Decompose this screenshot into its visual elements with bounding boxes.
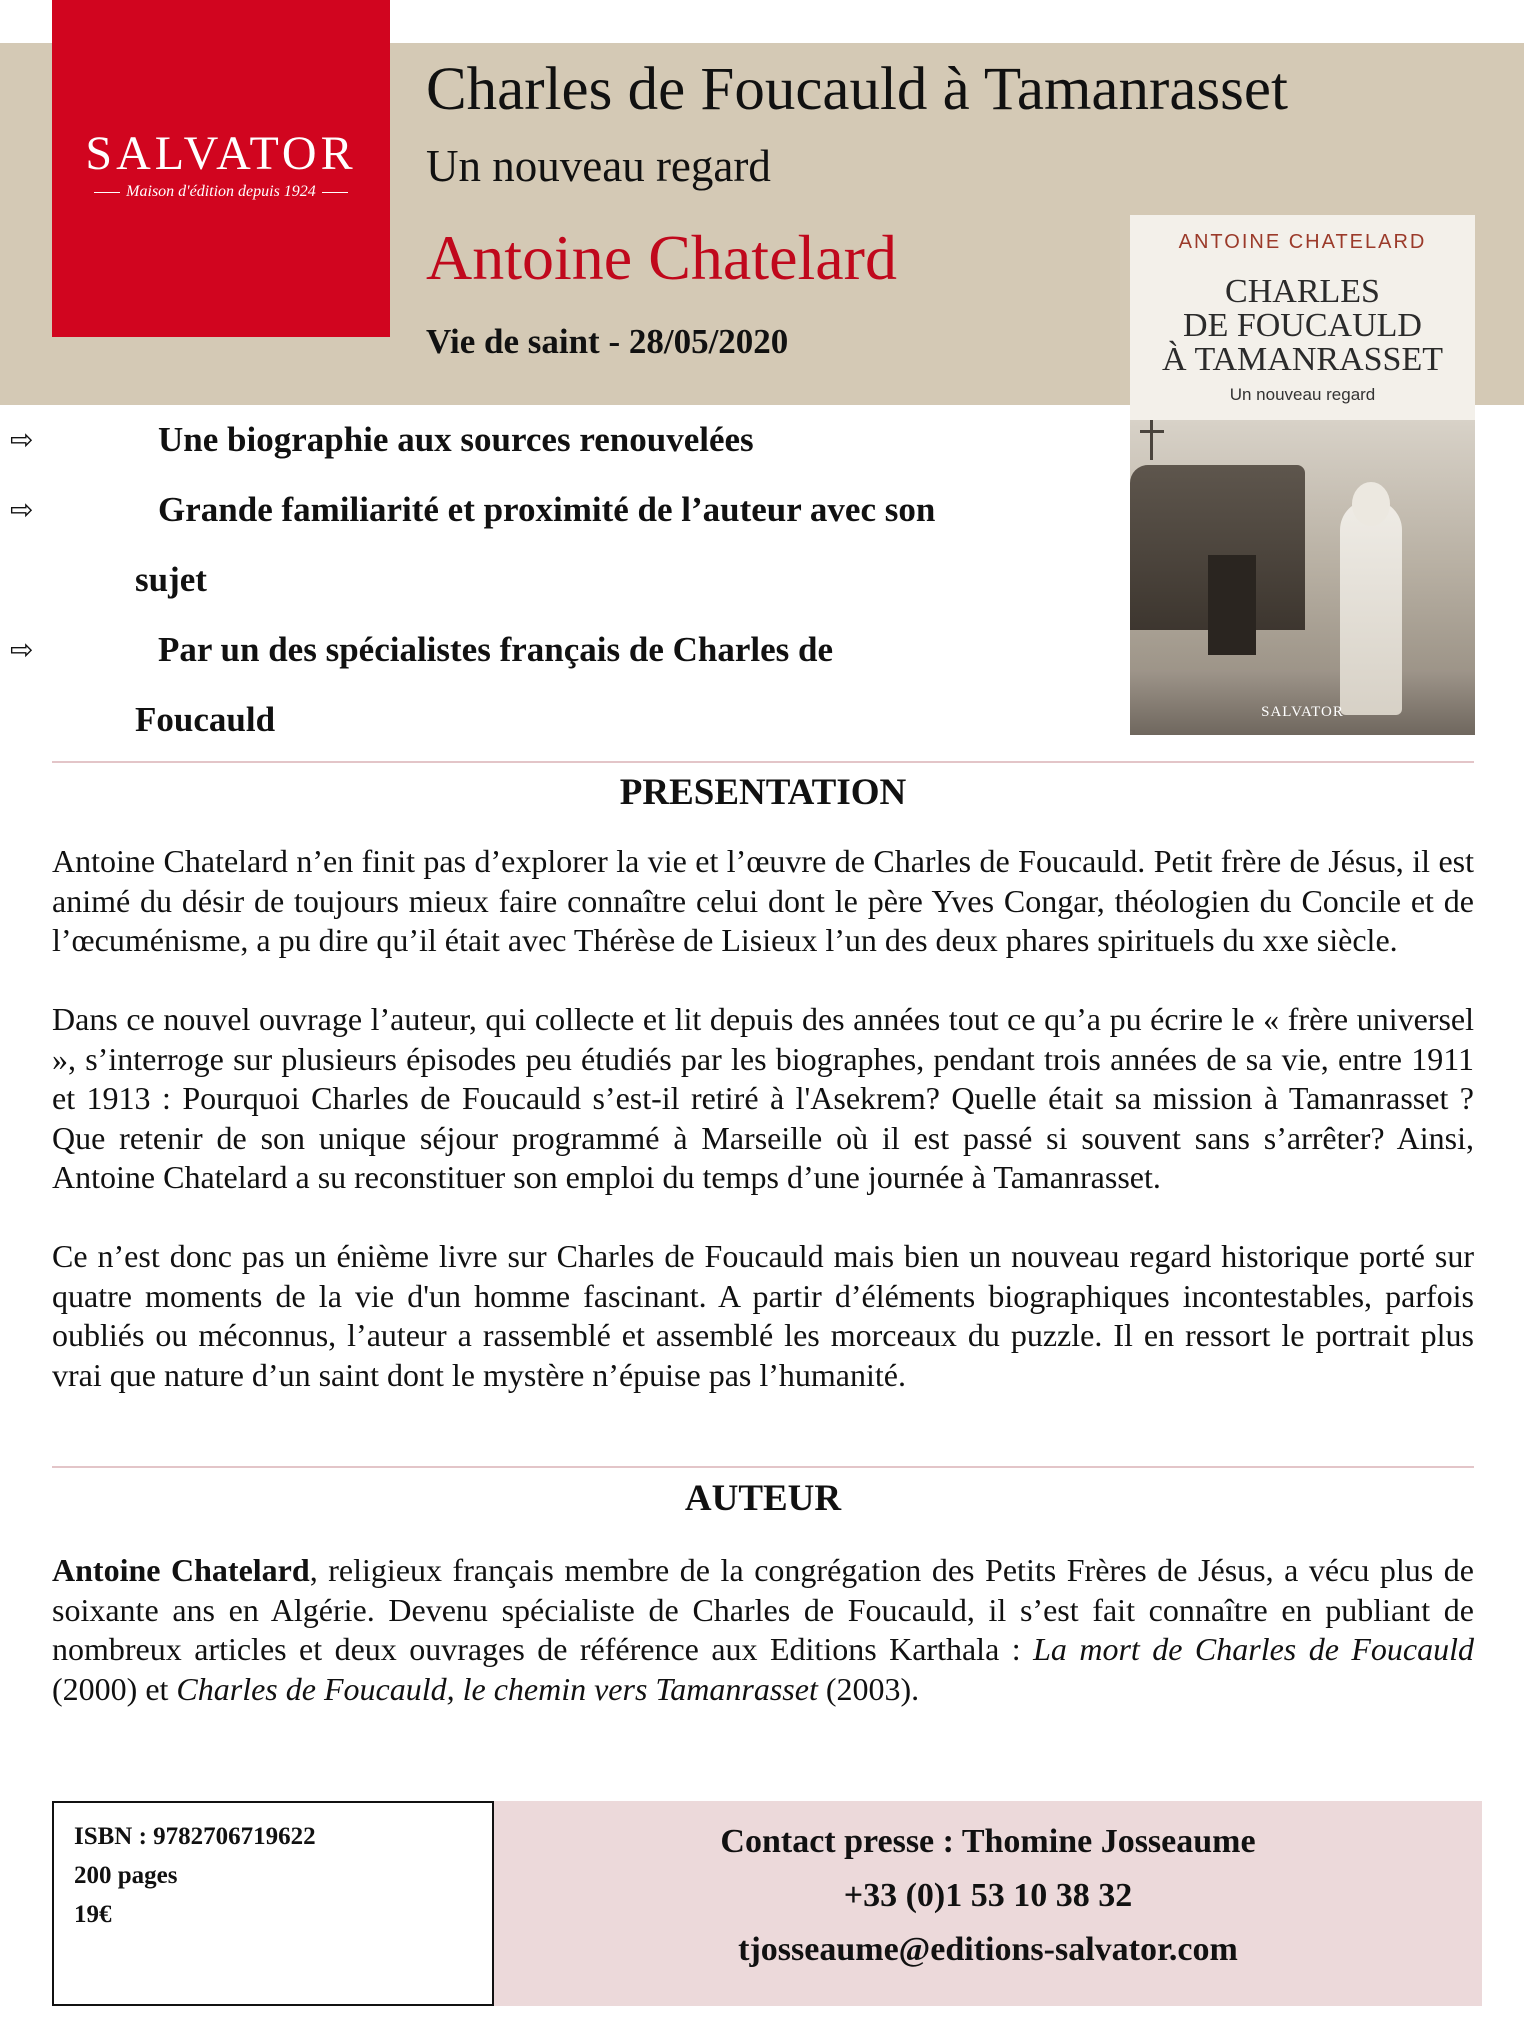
price: 19€ [74,1901,112,1928]
book-title: Charles de Foucauld à Tamanrasset [426,56,1288,123]
cover-publisher: SALVATOR [1261,704,1344,720]
contact-email: tjosseaume@editions-salvator.com [738,1931,1238,1968]
cover-title: CHARLES DE FOUCAULD À TAMANRASSET [1162,273,1443,378]
isbn: ISBN : 9782706719622 [74,1823,316,1850]
divider [52,761,1474,763]
logo-wordmark: SALVATOR [85,127,357,180]
right-arrow-icon: ⇨ [10,423,34,456]
genre-and-date: Vie de saint - 28/05/2020 [426,322,789,361]
logo-tagline: Maison d'édition depuis 1924 [52,183,390,201]
book-reference: La mort de Charles de Foucauld [1033,1631,1475,1668]
cover-author: ANTOINE CHATELARD [1178,231,1427,253]
book-author: Antoine Chatelard [426,222,897,293]
press-contact-box [494,1801,1482,2006]
presentation-paragraph: Dans ce nouvel ouvrage l’auteur, qui collecte et lit depuis des années tout ce qu’a pu écrire le « frère universel », s’interroge sur plusieurs épisodes peu étudiés par les biographes, pendant trois années de sa vie, entre 1911 et 1913 : Pourquoi Charles de Foucauld s’est-il retiré à l'Asekrem? Quelle était sa mission à Tamanrasset ? Que retenir de son unique séjour programmé à Marseille où il est passé si souvent sans s’arrêter? Ainsi, Antoine Chatelard a su reconstituer son emploi du temps d’une journée à Tamanrasset. [52,1001,1474,1196]
book-reference: Charles de Foucauld, le chemin vers Tamanrasset [176,1670,818,1707]
cover-subtitle: Un nouveau regard [1229,385,1376,404]
contact-phone: +33 (0)1 53 10 38 32 [843,1877,1133,1914]
book-cover-image [1130,215,1475,735]
book-subtitle: Un nouveau regard [426,141,771,191]
presentation-paragraph: Ce n’est donc pas un énième livre sur Charles de Foucauld mais bien un nouveau regard historique porté sur quatre moments de la vie d'un homme fascinant. A partir d’éléments biographiques incontestables, parfois oubliés ou méconnus, l’auteur a rassemblé et assemblé les morceaux du puzzle. Il en ressort le portrait plus vrai que nature d’un saint dont le mystère n’épuise pas l’humanité. [52,1238,1474,1393]
contact-name: Contact presse : Thomine Josseaume [720,1823,1256,1860]
auteur-heading: AUTEUR [684,1478,842,1519]
divider [52,1466,1474,1468]
author-bio-name: Antoine Chatelard [52,1552,310,1588]
author-bio: Antoine Chatelard, religieux français membre de la congrégation des Petits Frères de Jésus, a vécu plus de soixante ans en Algérie. Devenu spécialiste de Charles de Foucauld, il s’est fait connaître en publiant de nombreux articles et deux ouvrages de référence aux Editions Karthala : La mort de Charles de Foucauld (2000) et Charles de Foucauld, le chemin vers Tamanrasset (2003). [52,1552,1475,1707]
page-count: 200 pages [74,1862,178,1889]
right-arrow-icon: ⇨ [10,493,34,526]
right-arrow-icon: ⇨ [10,633,34,666]
salvator-logo [52,0,390,337]
presentation-heading: PRESENTATION [619,772,907,813]
book-info-box [52,1801,494,2006]
presentation-paragraph: Antoine Chatelard n’en finit pas d’explorer la vie et l’œuvre de Charles de Foucauld. Petit frère de Jésus, il est animé du désir de toujours mieux faire connaître celui dont le père Yves Congar, théologien du Concile et de l’œcuménisme, a pu dire qu’il était avec Thérèse de Lisieux l’un des deux phares spirituels du xxe siècle. [52,843,1474,959]
cover-photo [1130,420,1475,735]
